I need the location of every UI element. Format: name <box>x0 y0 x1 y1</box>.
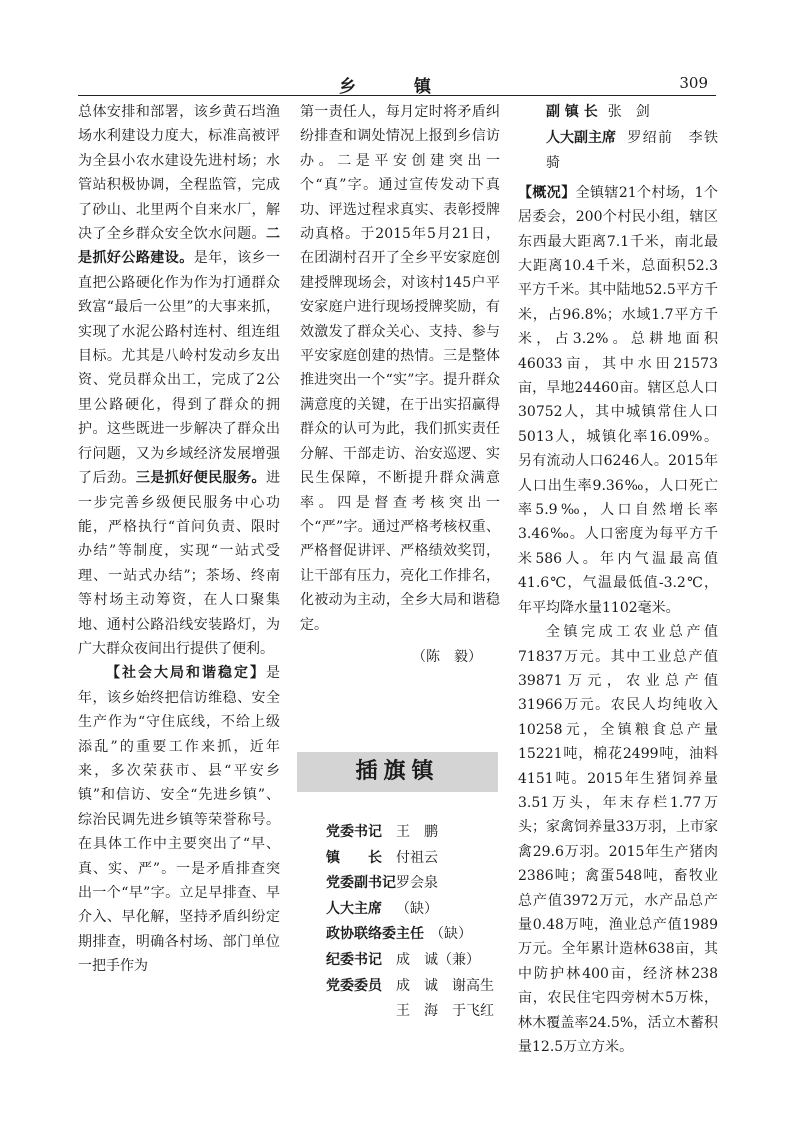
paragraph <box>518 181 718 620</box>
paragraph <box>78 100 280 661</box>
paragraph: 第一责任人，每月定时将矛盾纠纷排查和调处情况上报到乡信访办。二是平安创建突出一个“真”字。通过宣传发动下真功、评选过程求真实、表彰授牌动真格。于2015年5月21日，在团湖村召开了全乡平安家庭创建授牌现场会，对该村145户平安家庭户进行现场授牌奖励，有效激发了群众关心、支持、参与平安家庭创建的热情。三是整体推进突出一个“实”字。提升群众满意度的关键，在于出实招赢得群众的认可为此，我们抓实责任分解、干部走访、治安巡逻、实民生保障，不断提升群众满意率。四是督查考核突出一个“严”字。通过严格考核权重、严格督促讲评、严格绩效奖罚，让干部有压力，亮化工作排名，化被动为主动，全乡大局和谐稳定。 <box>300 104 500 633</box>
staff-row <box>518 100 718 126</box>
section-heading-inline: 【社会大局和谐稳定】 <box>106 665 266 682</box>
column-1 <box>78 100 280 979</box>
staff-name: 罗会泉 <box>396 875 438 892</box>
staff-name: 成 诚 谢高生 <box>396 977 494 994</box>
header-rule <box>78 95 716 96</box>
running-header <box>78 72 718 96</box>
staff-role: 党委副书记 <box>326 875 396 892</box>
staff-name-continued: 王 海 于飞红 <box>396 1003 494 1020</box>
subheading-inline: 三是抓好便民服务。 <box>135 470 267 487</box>
staff-row <box>518 126 718 177</box>
staff-row <box>326 871 516 897</box>
staff-name: （缺） <box>396 900 438 917</box>
staff-row <box>326 922 516 948</box>
section-heading-inline: 【概况】 <box>518 184 576 201</box>
staff-role: 人大副主席 <box>546 129 616 146</box>
body-text: 是年，该乡始终把信访维稳、安全生产作为“守住底线，不给上级添乱”的重要工作来抓，近年来，多次荣获市、县“平安乡镇”和信访、安全“先进乡镇”、综治民调先进乡镇等荣誉称号。在具体工作中主要突出了“早、真、实、严”。一是矛盾排查突出一个“早”字。立足早排查、早介入、早化解，坚持矛盾纠纷定期排查，明确各村场、部门单位一把手作为 <box>78 665 280 975</box>
author-signature: （陈 毅） <box>412 648 482 665</box>
staff-role: 党委书记 <box>326 824 382 840</box>
staff-list <box>326 820 516 1025</box>
town-title-banner: 插旗镇 <box>297 752 498 792</box>
staff-name: 罗绍前 李铁骑 <box>546 129 718 172</box>
staff-name: 王 鹏 <box>396 824 438 840</box>
staff-name: （缺） <box>430 926 472 943</box>
staff-role: 纪委书记 <box>326 951 382 968</box>
staff-role: 政协联络委主任 <box>326 926 424 943</box>
paragraph: 全镇完成工农业总产值71837万元。其中工业总产值39871万元，农业总产值31966万元。农民人均纯收入10258元，全镇粮食总产量15221吨，棉花2499吨，油料4151吨。2015年生猪饲养量3.51万头，年末存栏1.77万头；家禽饲养量33万羽，上市家禽29.6万羽。2015年生产猪肉2386吨；禽蛋548吨，畜牧业总产值3972万元，水产品总产量0.48万吨，渔业总产值1989万元。全年累计造林638亩，其中防护林400亩，经济林238亩，农民住宅四旁树木5万株，林木覆盖率24.5%，活立木蓄积量12.5万立方米。 <box>518 624 718 1055</box>
column-3 <box>518 100 718 1059</box>
staff-role: 副 镇 长 <box>546 104 598 120</box>
page-number: 309 <box>679 74 708 92</box>
body-text: 是年，该乡一直把公路硬化作为作为打通群众致富“最后一公里”的大事来抓，实现了水泥公路村连村、组连组目标。尤其是八岭村发动乡友出资、党员群众出工，完成了2公里公路硬化，得到了群众的拥护。这些既进一步解决了群众出行问题，又为乡域经济发展增强了后劲。 <box>78 250 281 487</box>
body-text: 全镇辖21个村场，1个居委会，200个村民小组，辖区东西最大距离7.1千米，南北最大距离10.4千米，总面积52.3平方千米。其中陆地52.5平方千米，占96.8%；水域1.7平方千米，占3.2%。总耕地面积46033亩，其中水田21573亩，旱地24460亩。辖区总人口30752人，其中城镇常住人口5013人，城镇化率16.09%。另有流动人口6246人。2015年人口出生率9.36‰，人口死亡率5.9‰，人口自然增长率3.46‰。人口密度为每平方千米586人。年内气温最高值41.6℃，气温最低值-3.2℃，年平均降水量1102毫米。 <box>518 184 718 616</box>
body-text: 进一步完善乡级便民服务中心功能，严格执行“首问负责、限时办结”等制度，实现“一站式受理、一站式办结”；茶场、终南等村场主动筹资，在人口聚集地、通村公路沿线安装路灯，为广大群众夜间出行提供了便利。 <box>78 470 281 657</box>
staff-row <box>326 974 516 1000</box>
section-title: 乡 镇 <box>339 77 457 97</box>
staff-row <box>326 820 516 846</box>
staff-name: 付祖云 <box>396 849 438 866</box>
paragraph <box>78 661 280 978</box>
staff-name: 张 剑 <box>607 104 650 120</box>
staff-row <box>326 897 516 923</box>
subheading-inline: 二是抓好公路建设。 <box>78 226 280 267</box>
staff-role: 镇 长 <box>326 849 382 866</box>
staff-name: 成 诚（兼） <box>396 951 480 968</box>
staff-row <box>326 846 516 872</box>
column-2 <box>300 100 500 669</box>
staff-list-continued <box>518 100 718 177</box>
body-text: 总体安排和部署，该乡黄石垱渔场水利建设力度大，标准高被评为全县小农水建设先进村场；水管站积极协调，全程监管，完成了砂山、北里两个自来水厂，解决了全乡群众安全饮水问题。 <box>78 104 280 243</box>
staff-role: 党委委员 <box>326 977 382 994</box>
staff-role: 人大主席 <box>326 900 382 917</box>
staff-row <box>326 948 516 974</box>
